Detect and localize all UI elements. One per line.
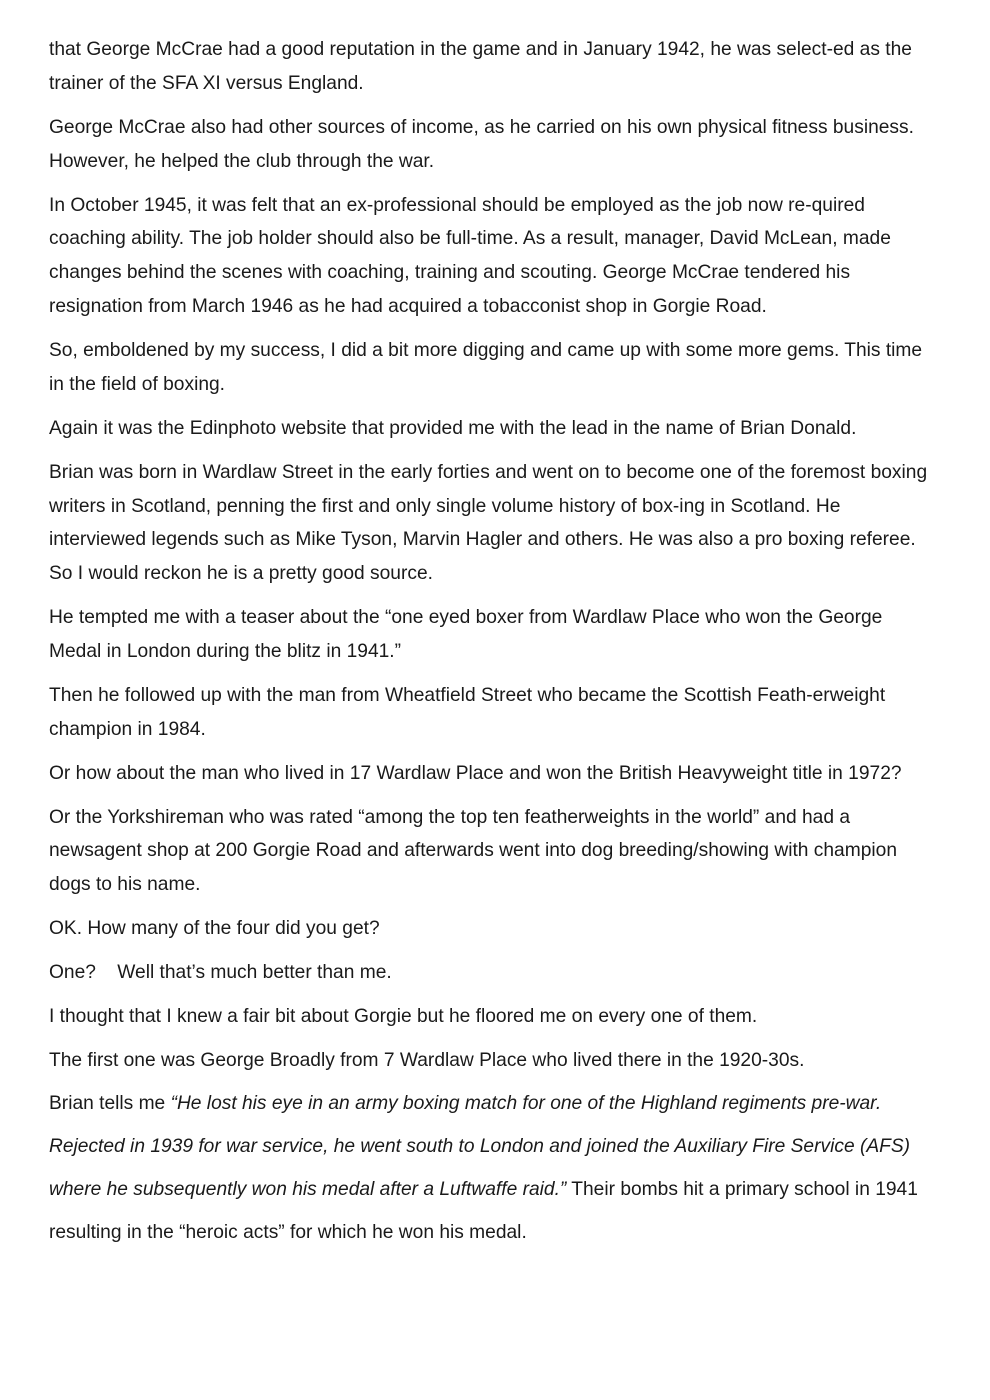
paragraph-9: Or how about the man who lived in 17 Wardlaw Place and won the British Heavyweight title in 1972? xyxy=(49,762,902,784)
quote-italic-text: “He lost his eye in an army boxing match for one of the Highland regiments pre-war. Rejected in 1939 for war service, he went south to London and joined the Auxiliary Fire Service (AFS) where he subsequently won his medal after a Luftwaffe raid.” xyxy=(49,1093,911,1201)
paragraph-14: The first one was George Broadly from 7 Wardlaw Place who lived there in the 1920-30s. xyxy=(49,1050,805,1072)
paragraph-6: Brian was born in Wardlaw Street in the early forties and went on to become one of the foremost boxing writers in Scotland, penning the first and only single volume history of box-ing in Scotland. He interviewed legends such as Mike Tyson, Marvin Hagler and others. He was also a pro boxing referee. So I would reckon he is a pretty good source. xyxy=(49,461,928,585)
paragraph-7: He tempted me with a teaser about the “one eyed boxer from Wardlaw Place who won the George Medal in London during the blitz in 1941.” xyxy=(49,607,883,662)
quote-outro: Their bombs hit a primary school in 1941 resulting in the “heroic acts” for which he won his medal. xyxy=(49,1179,918,1244)
paragraph-10: Or the Yorkshireman who was rated “among the top ten featherweights in the world” and had a newsagent shop at 200 Gorgie Road and afterwards went into dog breeding/showing with champion dogs to his name. xyxy=(49,806,897,896)
document-page xyxy=(49,33,934,1264)
paragraph-3: In October 1945, it was felt that an ex-professional should be employed as the job now re-quired coaching ability. The job holder should also be full-time. As a result, manager, David McLean, made changes behind the scenes with coaching, training and scouting. George McCrae tendered his resignation from March 1946 as he had acquired a tobacconist shop in Gorgie Road. xyxy=(49,194,891,317)
quote-paragraph xyxy=(49,1082,934,1254)
paragraph-2: George McCrae also had other sources of income, as he carried on his own physical fitness business. However, he helped the club through the war. xyxy=(49,116,914,172)
paragraph-13: I thought that I knew a fair bit about Gorgie but he floored me on every one of them. xyxy=(49,1006,758,1028)
paragraph-11: OK. How many of the four did you get? xyxy=(49,918,380,940)
paragraph-1: that George McCrae had a good reputation in the game and in January 1942, he was select-ed as the trainer of the SFA XI versus England. xyxy=(49,39,912,94)
paragraph-8: Then he followed up with the man from Wheatfield Street who became the Scottish Feath-erweight champion in 1984. xyxy=(49,684,886,740)
quote-intro: Brian tells me xyxy=(49,1093,171,1115)
paragraph-12: One? Well that’s much better than me. xyxy=(49,962,392,984)
paragraph-4: So, emboldened by my success, I did a bit more digging and came up with some more gems. This time in the field of boxing. xyxy=(49,339,923,395)
paragraph-5: Again it was the Edinphoto website that provided me with the lead in the name of Brian Donald. xyxy=(49,417,857,439)
